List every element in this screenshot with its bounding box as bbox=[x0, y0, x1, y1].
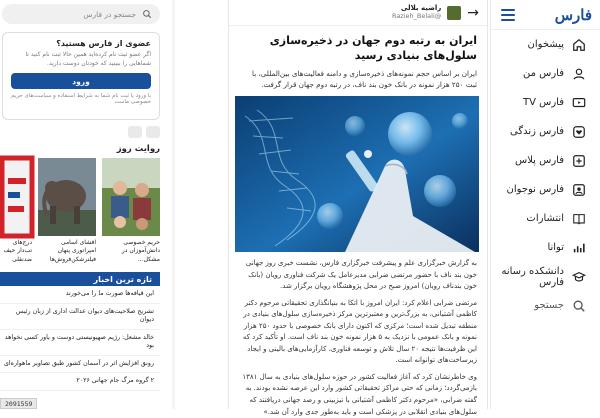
article-lead: ایران بر اساس حجم نمونه‌های ذخیره‌سازی و دامنه فعالیت‌های بین‌المللی، با ثبت ۲۵۰ هزار نمونه در بانک خون بند ناف، در رتبه دوم جهان قرار گرفت. bbox=[252, 68, 477, 89]
nav-item-label: جستجو bbox=[534, 300, 564, 311]
article-hero-image bbox=[237, 96, 479, 252]
plus-doc-icon bbox=[572, 154, 586, 168]
book-icon bbox=[572, 212, 586, 226]
home-icon bbox=[572, 38, 586, 52]
sidebar-search-input[interactable] bbox=[2, 4, 160, 24]
fars-logo[interactable]: فارس bbox=[554, 5, 592, 24]
nav-item-my-fars[interactable] bbox=[491, 59, 600, 88]
author-name[interactable]: راضیه بلالی bbox=[400, 4, 442, 13]
left-sidebar bbox=[0, 0, 172, 409]
back-arrow-icon[interactable]: → bbox=[467, 4, 479, 21]
story-caption: درج‌های تب‌دار حیف ضدنقلی bbox=[3, 239, 32, 263]
school-icon bbox=[572, 270, 586, 284]
nav-item-label: دانشکده رسانه فارس bbox=[501, 265, 564, 288]
article-paragraph: وی خاطرنشان کرد که آغاز فعالیت کشور در حوزه سلول‌های بنیادی به سال ۱۳۸۱ بازمی‌گردد؛ زمانی که حتی مراکز تحقیقاتی کشور وارد این عرصه نشده بودند. به گفته ضرابی، «مرحوم دکتر کاظمی آشتیانی با تیزبینی و رصد جهانی دریافتند که سلول‌های بنیادی انقلابی در پزشکی است و باید به‌طور جدی وارد آن شد.» bbox=[242, 372, 477, 416]
search-icon bbox=[142, 9, 152, 19]
member-card-footer: با ورود یا ثبت نام شما به شرایط استفاده و سیاست‌های حریم خصوصی ماست bbox=[11, 93, 151, 106]
latest-news-title: تازه ترین اخبار bbox=[0, 272, 160, 286]
story-card[interactable] bbox=[102, 158, 160, 264]
nav-item-label: توانا bbox=[547, 242, 564, 253]
nav-item-dashboard[interactable] bbox=[491, 30, 600, 59]
tv-icon bbox=[572, 96, 586, 110]
author-avatar[interactable] bbox=[447, 6, 461, 20]
article-body bbox=[229, 252, 487, 418]
nav-item-media-school[interactable] bbox=[491, 262, 600, 291]
main-navigation bbox=[490, 0, 600, 409]
stories-strip bbox=[0, 158, 160, 268]
search-icon bbox=[572, 299, 586, 313]
nav-item-label: انتشارات bbox=[526, 213, 564, 224]
nav-item-label: پیشخوان bbox=[527, 39, 564, 50]
stories-title: روایت روز bbox=[116, 144, 160, 154]
article-title: ایران به رتبه دوم جهان در ذخیره‌سازی سلول‌های بنیادی رسید bbox=[269, 34, 477, 62]
nav-item-fars-teen[interactable] bbox=[491, 175, 600, 204]
nav-item-label: فارس زندگی bbox=[510, 126, 564, 137]
story-image bbox=[2, 158, 32, 236]
search-placeholder: جستجو در فارس bbox=[83, 9, 136, 19]
heart-icon bbox=[572, 125, 586, 139]
author-handle: @Razieh_Belali bbox=[391, 11, 442, 20]
author-info bbox=[392, 5, 441, 19]
latest-news-item[interactable]: رونق افزایش اثر در آسمان کشور طبق تصاویر ماهواره‌ای bbox=[0, 356, 160, 374]
story-image bbox=[102, 158, 160, 236]
share-buttons bbox=[2, 126, 160, 138]
chart-icon bbox=[572, 241, 586, 255]
nav-item-fars-life[interactable] bbox=[491, 117, 600, 146]
article-paragraph: به گزارش خبرگزاری علم و پیشرفت خبرگزاری فارس، نشست خبری روز جهانی خون بند ناف با حضور مرتضی ضرابی مدیرعامل یک شرکت فناوری رویان (بانک خون بندناف رویان) امروز صبح در محل پژوهشگاه رویان برگزار شد. bbox=[245, 259, 477, 291]
menu-icon[interactable] bbox=[501, 9, 515, 21]
article-column bbox=[228, 0, 488, 416]
article-paragraph: مرتضی ضرابی اعلام کرد: ایران امروز با اتکا به بنیانگذاری تحقیقاتی مرحوم دکتر کاظمی آشتیانی، به بزرگ‌ترین و معتبرترین مرکز ذخیره‌سازی سلول‌های بنیادی در منطقه تبدیل شده است؛ مرکزی که اکنون دارای بانک خصوصی با حدود ۲۵۰ هزار نمونه و بانک عمومی با نزدیک به ۵ هزار نمونه خون بند ناف است. او تأکید کرد که این ظرفیت‌ها نتیجه ۲۰ سال تلاش و توسعه فناوری، کارآزمایی‌های بالینی و ایجاد زیرساخت‌های توانوانه است. bbox=[242, 298, 477, 365]
nav-item-tavana[interactable] bbox=[491, 233, 600, 262]
latest-news-item[interactable]: خالد مشعل: رژیم صهیونیستی دوست و یاور کسی نخواهد بود bbox=[0, 330, 160, 356]
latest-news-item[interactable]: ۲ گروه مرگ جام جهانی ۲۰۲۶ bbox=[0, 373, 160, 391]
latest-news-list bbox=[0, 286, 160, 391]
nav-item-fars-tv[interactable] bbox=[491, 88, 600, 117]
member-card-description: اگر عضو ثبت نام کرده‌اید همین حالا ثبت نام کنید تا شماهایی را ببینید که خودتان دوست دارید. bbox=[25, 51, 151, 67]
story-card[interactable] bbox=[38, 158, 96, 264]
latest-news-item[interactable]: تشریح صلاحیت‌های دیوان عدالت اداری از زبان رئیس دیوان bbox=[0, 304, 160, 330]
story-image bbox=[38, 158, 96, 236]
nav-item-fars-plus[interactable] bbox=[491, 146, 600, 175]
article-header bbox=[229, 0, 487, 26]
nav-item-label: فارس پلاس bbox=[515, 155, 564, 166]
nav-item-search[interactable] bbox=[491, 291, 600, 320]
nav-item-label: فارس نوجوان bbox=[506, 184, 564, 195]
latest-news-item[interactable]: این قیافه‌ها صورت ما را می‌خورند bbox=[0, 286, 160, 304]
user-icon bbox=[572, 67, 586, 81]
member-card-title: عضوی از فارس هستید؟ bbox=[56, 39, 151, 48]
login-button[interactable]: ورود bbox=[11, 73, 151, 89]
story-card[interactable] bbox=[2, 158, 32, 264]
share-icon[interactable] bbox=[146, 126, 160, 138]
member-login-card bbox=[2, 32, 160, 120]
status-id: 2091559 bbox=[0, 398, 37, 409]
nav-header bbox=[491, 0, 600, 30]
story-caption: افشای اسامی امپراتوری پنهان فیلترشکن‌فروش‌ها bbox=[49, 239, 96, 263]
nav-item-label: فارس TV bbox=[523, 97, 564, 108]
story-caption: حریم خصوصی دانش‌آموزان در مشکل... bbox=[121, 239, 160, 263]
teen-icon bbox=[572, 183, 586, 197]
stem-cell-illustration bbox=[235, 96, 479, 252]
bookmark-icon[interactable] bbox=[128, 126, 142, 138]
nav-item-label: فارس من bbox=[522, 68, 564, 79]
nav-item-publications[interactable] bbox=[491, 204, 600, 233]
sidebar-scrollbar[interactable] bbox=[172, 0, 175, 409]
